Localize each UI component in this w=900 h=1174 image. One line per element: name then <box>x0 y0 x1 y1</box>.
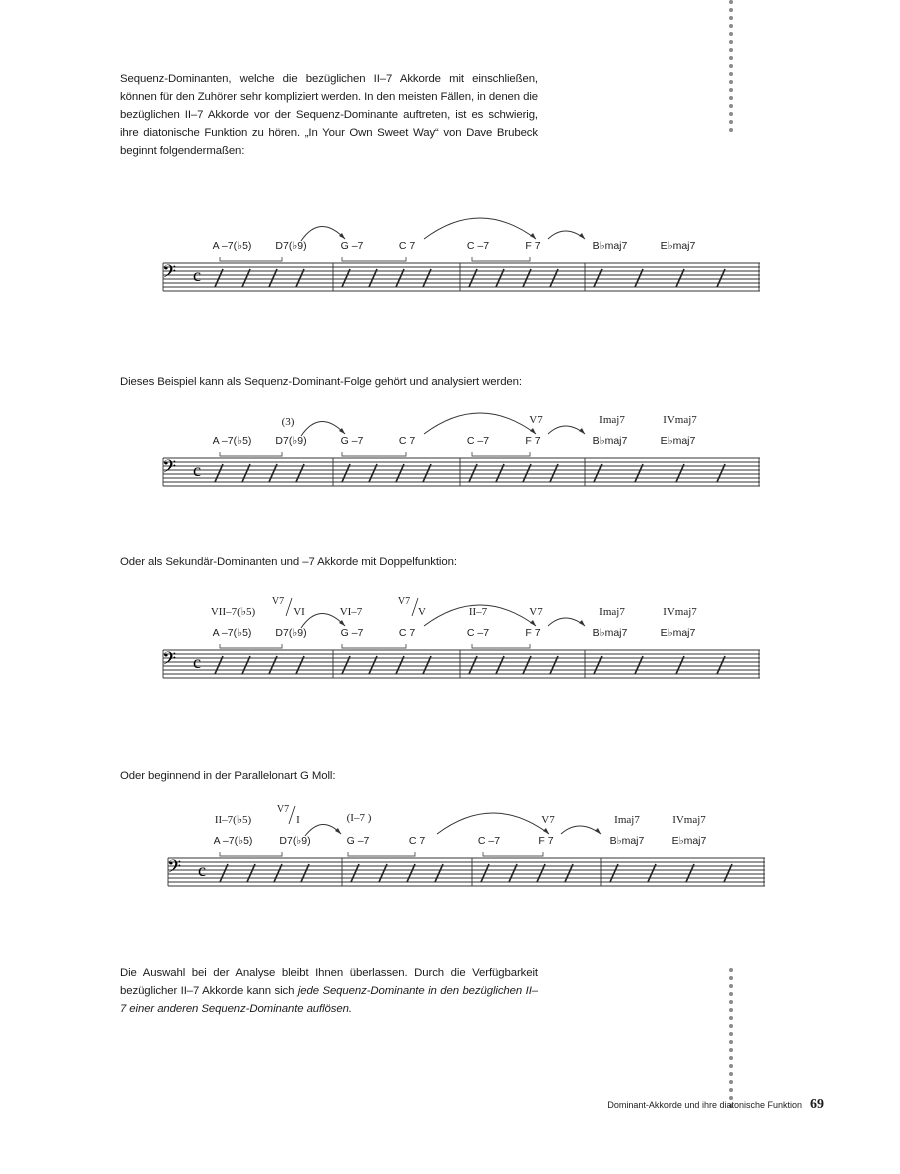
music-example-1 <box>160 215 760 325</box>
chord-f7: F 7 <box>525 240 541 252</box>
chord-eb-maj7: E♭maj7 <box>660 240 696 252</box>
top-dotted-rule <box>727 0 735 132</box>
common-time-icon: c <box>193 460 201 480</box>
closing-text-italic: jede Sequenz-Dominante in den bezüglichen II–7 einer anderen Sequenz-Dominante auflösen. <box>120 985 538 1015</box>
chord-a-minor7-flat5: A –7(♭5) <box>212 240 252 252</box>
numeral-v7-of-v-bottom: V <box>418 606 426 618</box>
numeral-ii-minor7-flat5: II–7(♭5) <box>214 814 252 826</box>
common-time-icon: c <box>193 652 201 672</box>
music-example-3 <box>160 596 760 712</box>
numeral-imaj7: Imaj7 <box>599 414 625 426</box>
brackets <box>220 257 530 261</box>
chord-c-minor7: C –7 <box>466 240 490 252</box>
numeral-paren-i-minor7: (I–7 ) <box>346 812 372 824</box>
common-time-icon: c <box>198 860 206 880</box>
chord-g-minor7: G –7 <box>340 435 364 447</box>
caption-example-3: Oder als Sekundär-Dominanten und –7 Akkorde mit Doppelfunktion: <box>120 556 457 568</box>
page-number: 69 <box>810 1097 824 1112</box>
page-footer <box>607 1097 824 1113</box>
bottom-dotted-rule <box>727 968 735 1108</box>
chord-c-minor7: C –7 <box>466 627 490 639</box>
chord-c7: C 7 <box>398 435 416 447</box>
chord-bb-maj7: B♭maj7 <box>592 240 628 252</box>
chord-c7: C 7 <box>408 835 426 847</box>
bass-clef-icon: 𝄢 <box>162 262 177 287</box>
numeral-v7: V7 <box>529 414 543 426</box>
caption-example-4: Oder beginnend in der Parallelonart G Moll: <box>120 770 336 782</box>
chord-bb-maj7: B♭maj7 <box>592 627 628 639</box>
chord-eb-maj7: E♭maj7 <box>660 627 696 639</box>
numeral-v7-of-vi-top: V7 <box>271 596 285 607</box>
caption-example-2: Dieses Beispiel kann als Sequenz-Dominant-Folge gehört und analysiert werden: <box>120 376 522 388</box>
closing-text-plain: Die Auswahl bei der Analyse bleibt Ihnen überlassen. Durch die Verfügbarkeit bezüglicher II–7 Akkorde kann sich <box>120 967 538 997</box>
numeral-v7: V7 <box>541 814 555 826</box>
numeral-imaj7: Imaj7 <box>614 814 640 826</box>
chord-f7: F 7 <box>538 835 554 847</box>
staff-lines <box>163 263 760 291</box>
chord-a-minor7-flat5: A –7(♭5) <box>212 435 252 447</box>
arrow-heads <box>339 233 585 239</box>
chord-d7-flat9: D7(♭9) <box>275 435 307 447</box>
closing-paragraph <box>120 964 538 1018</box>
numeral-vii-minor7-flat5: VII–7(♭5) <box>210 606 256 618</box>
chord-eb-maj7: E♭maj7 <box>671 835 707 847</box>
chord-g-minor7: G –7 <box>340 627 364 639</box>
chord-eb-maj7: E♭maj7 <box>660 435 696 447</box>
chord-c7: C 7 <box>398 627 416 639</box>
chord-a-minor7-flat5: A –7(♭5) <box>213 835 253 847</box>
staff-graphics <box>160 215 760 315</box>
chord-bb-maj7: B♭maj7 <box>592 435 628 447</box>
slashes <box>215 269 725 287</box>
numeral-v7-of-vi-bottom: VI <box>293 606 305 618</box>
chord-f7: F 7 <box>525 627 541 639</box>
chord-c-minor7: C –7 <box>466 435 490 447</box>
chord-c-minor7: C –7 <box>477 835 501 847</box>
numeral-paren-3: (3) <box>281 416 295 428</box>
chord-bb-maj7: B♭maj7 <box>609 835 645 847</box>
chord-g-minor7: G –7 <box>340 240 364 252</box>
numeral-ivmaj7: IVmaj7 <box>663 414 697 426</box>
numeral-ivmaj7: IVmaj7 <box>663 606 697 618</box>
music-example-2 <box>160 410 760 520</box>
common-time-icon: c <box>193 265 201 285</box>
chord-c7: C 7 <box>398 240 416 252</box>
numeral-v7: V7 <box>529 606 543 618</box>
chord-a-minor7-flat5: A –7(♭5) <box>212 627 252 639</box>
numeral-v7-of-v-top: V7 <box>397 596 411 607</box>
chord-d7-flat9: D7(♭9) <box>275 627 307 639</box>
numeral-v7-of-i-bottom: I <box>296 814 300 826</box>
bass-clef-icon: 𝄢 <box>162 649 177 674</box>
numeral-ii-minor7: II–7 <box>468 606 488 618</box>
bass-clef-icon: 𝄢 <box>167 857 182 882</box>
numeral-v7-of-i-top: V7 <box>276 804 290 815</box>
footer-chapter-title: Dominant-Akkorde und ihre diatonische Funktion <box>607 1100 802 1110</box>
chord-f7: F 7 <box>525 435 541 447</box>
bass-clef-icon: 𝄢 <box>162 457 177 482</box>
chord-d7-flat9: D7(♭9) <box>275 240 307 252</box>
intro-paragraph: Sequenz-Dominanten, welche die bezüglichen II–7 Akkorde mit einschließen, können für den Zuhörer sehr kompliziert werden. In den meisten Fällen, in denen die bezüglichen II–7 Akkorde vor der Sequenz-Dominante auftreten, ist es schwierig, ihre diatonische Funktion zu hören. „In Your Own Sweet Way“ von Dave Brubeck beginnt folgendermaßen: <box>120 73 538 157</box>
numeral-vi-minor7: VI–7 <box>339 606 363 618</box>
numeral-ivmaj7: IVmaj7 <box>672 814 706 826</box>
numeral-imaj7: Imaj7 <box>599 606 625 618</box>
music-example-4 <box>165 804 765 920</box>
chord-d7-flat9: D7(♭9) <box>279 835 311 847</box>
chord-g-minor7: G –7 <box>346 835 370 847</box>
